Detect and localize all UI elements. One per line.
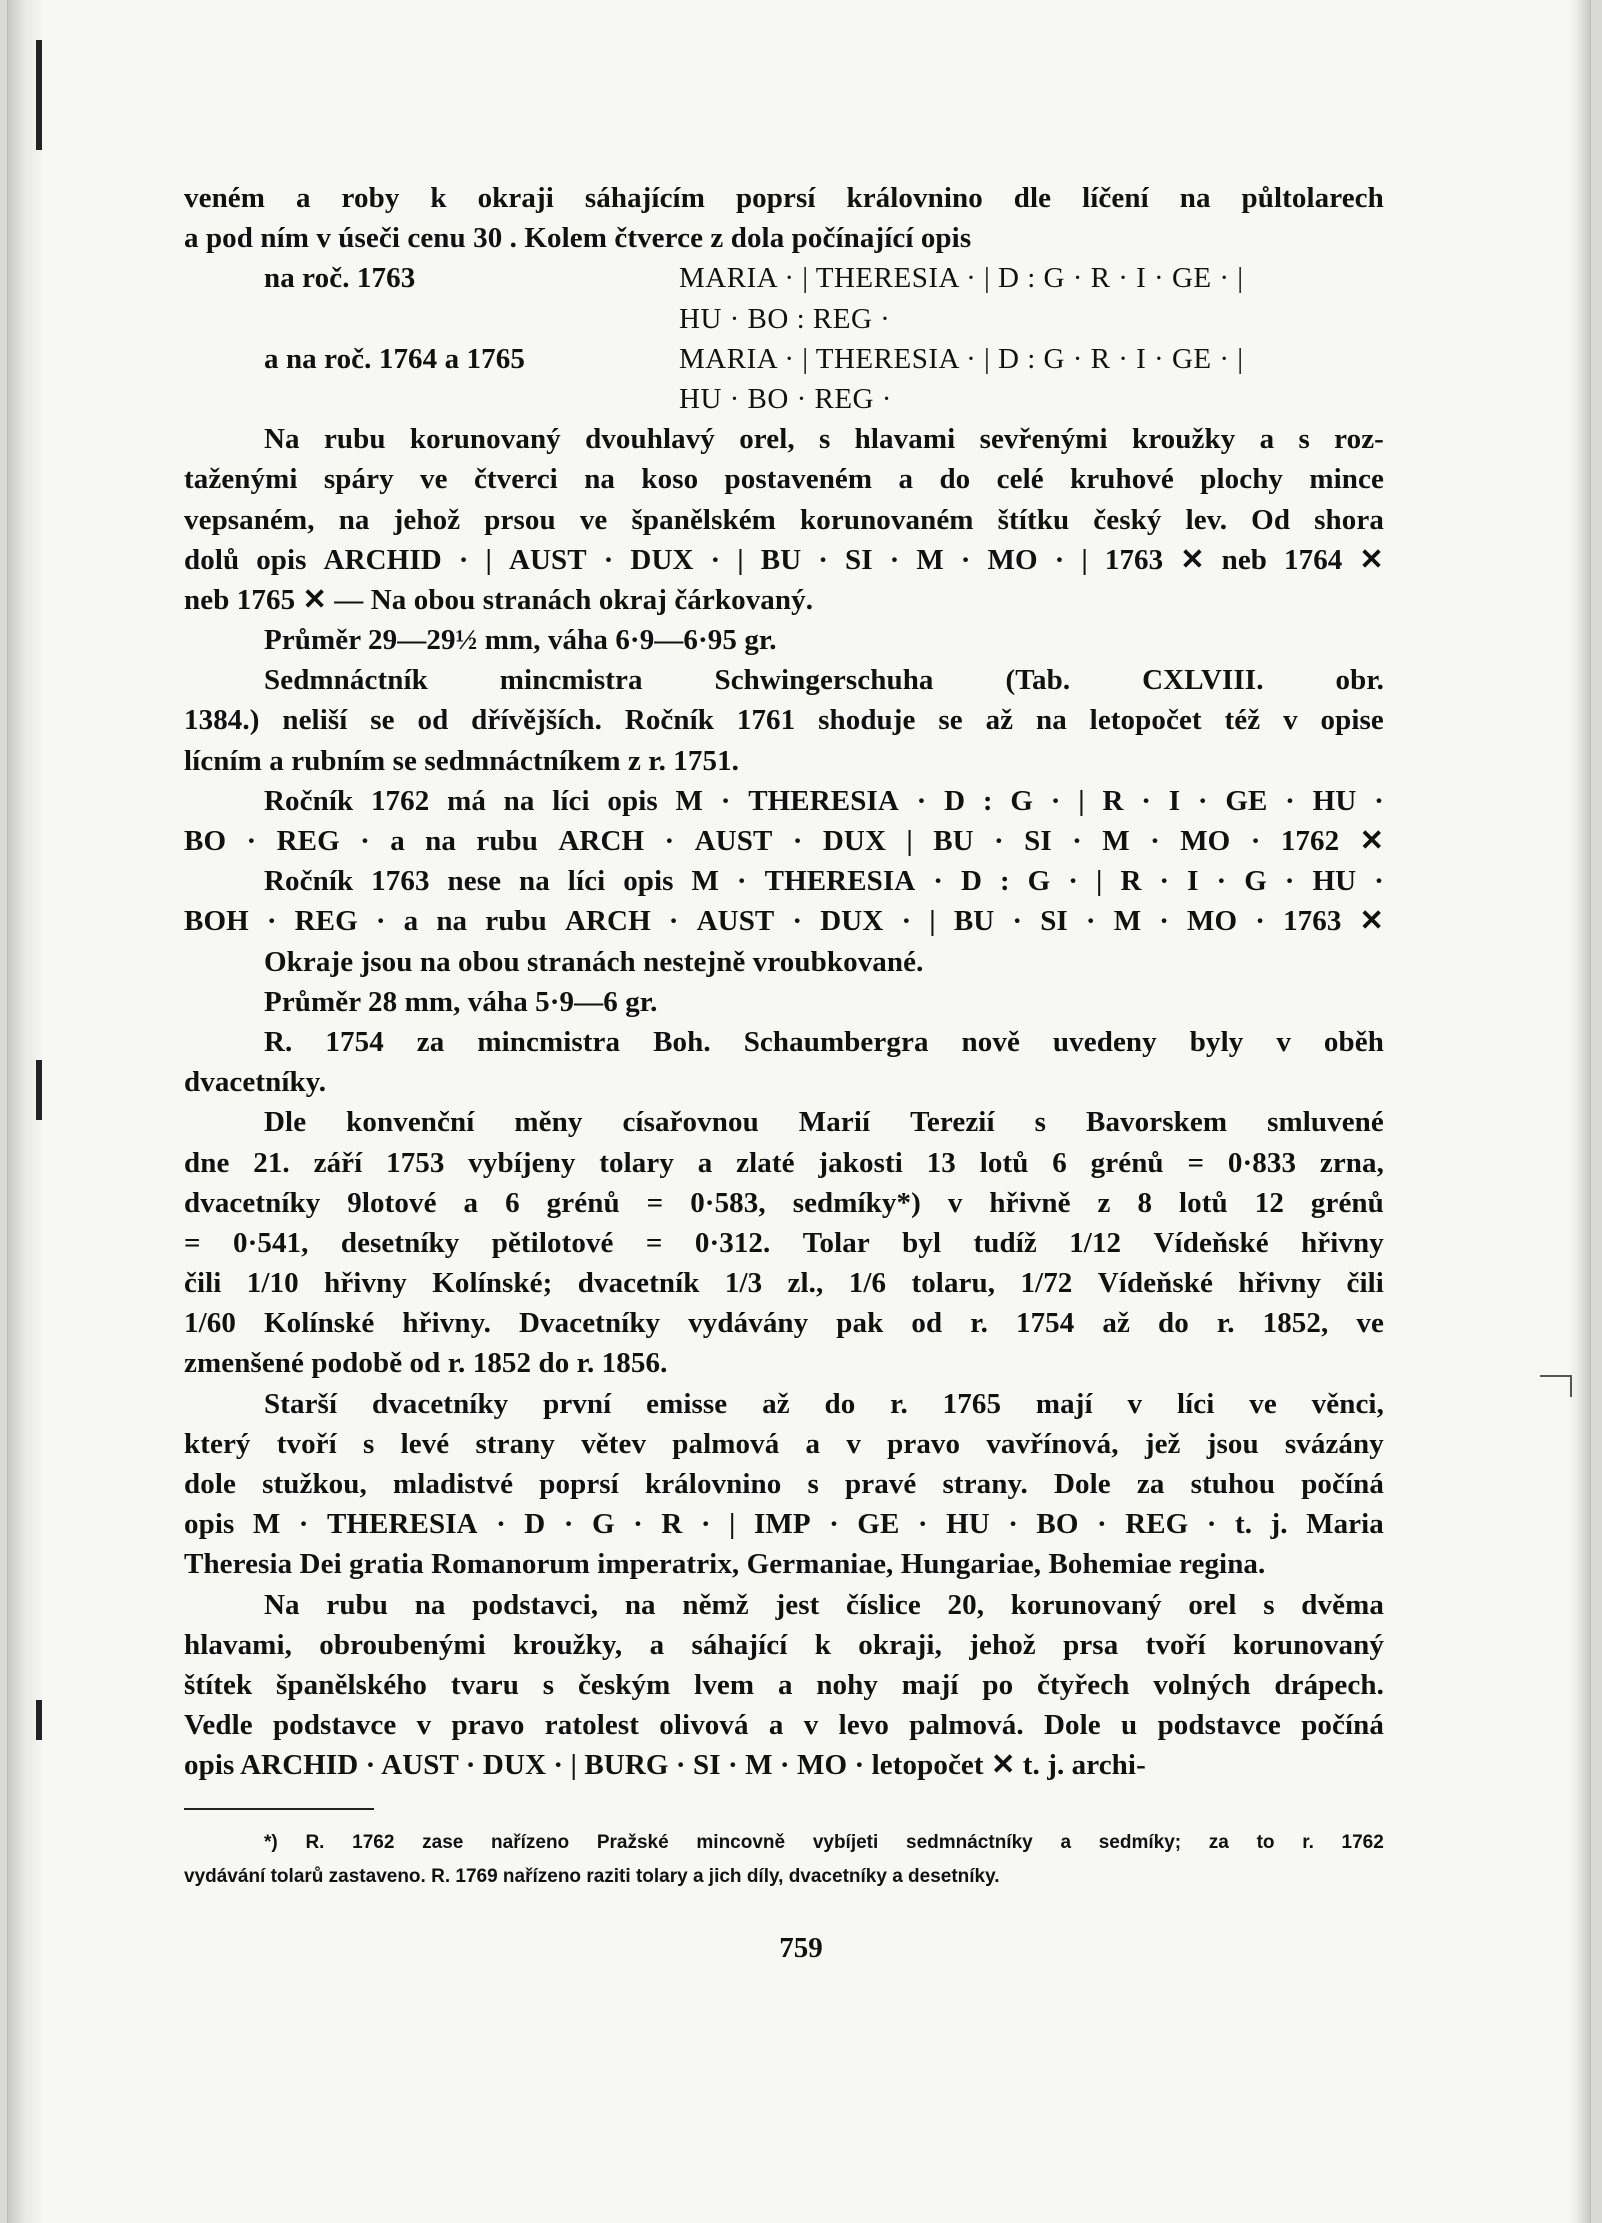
text-line: [184, 459, 1384, 499]
text-line: [184, 1585, 1384, 1625]
text-line-content: dvacetníky 9lotové a 6 grénů = 0·583, sedmíky*) v hřivně z 8 lotů 12 grénů: [184, 1186, 1384, 1219]
text-line-content: a pod ním v úseči cenu 30 . Kolem čtverce z dola počínající opis: [184, 222, 972, 255]
legend-line-1763-cont: [184, 299, 1384, 339]
legend-text: MARIA · | THERESIA · | D : G · R · I · GE · |: [679, 342, 1244, 375]
text-line: [184, 178, 1384, 218]
legend-year-label: a na roč. 1764 a 1765: [264, 342, 525, 375]
binding-mark: [36, 40, 42, 150]
text-line-content: Průměr 28 mm, váha 5·9—6 gr.: [264, 985, 658, 1018]
text-line-content: Starší dvacetníky první emisse až do r. 1765 mají v líci ve věnci,: [264, 1387, 1384, 1420]
text-line: [184, 942, 1384, 982]
text-line-content: Dle konvenční měny císařovnou Marií Terezií s Bavorskem smluvené: [264, 1106, 1384, 1139]
text-line: [184, 540, 1384, 580]
text-line-content: hlavami, obroubenými kroužky, a sáhající k okraji, jehož prsa tvoří korunovaný: [184, 1628, 1384, 1661]
text-line-content: který tvoří s levé strany větev palmová a v pravo vavřínová, jež jsou svázány: [184, 1427, 1384, 1460]
text-line: [184, 500, 1384, 540]
text-line-content: Na rubu na podstavci, na němž jest číslice 20, korunovaný orel s dvěma: [264, 1588, 1384, 1621]
legend-text: HU · BO : REG ·: [679, 302, 891, 335]
text-line-content: Ročník 1762 má na líci opis M · THERESIA · D : G · | R · I · GE · HU ·: [264, 784, 1384, 817]
legend-line-1763: [184, 258, 1384, 298]
text-line: [184, 1464, 1384, 1504]
legend-line-1764-cont: [184, 379, 1384, 419]
text-line-content: opis M · THERESIA · D · G · R · | IMP · GE · HU · BO · REG · t. j. Maria: [184, 1508, 1384, 1541]
text-line-content: čili 1/10 hřivny Kolínské; dvacetník 1/3 zl., 1/6 tolaru, 1/72 Vídeňské hřivny čili: [184, 1267, 1384, 1300]
text-line-content: Okraje jsou na obou stranách nestejně vroubkované.: [264, 945, 924, 978]
footnote-rule: [184, 1808, 374, 1810]
footnote-line: [184, 1826, 1384, 1860]
margin-mark: [1540, 1375, 1572, 1397]
binding-mark: [36, 1060, 42, 1120]
text-line-content: Na rubu korunovaný dvouhlavý orel, s hlavami sevřenými kroužky a s roz-: [264, 423, 1384, 456]
binding-edge-left: [8, 0, 42, 2223]
text-line-content: 1384.) neliší se od dřívějších. Ročník 1761 shoduje se až na letopočet též v opise: [184, 704, 1384, 737]
text-line-content: dne 21. září 1753 vybíjeny tolary a zlaté jakosti 13 lotů 6 grénů = 0·833 zrna,: [184, 1146, 1384, 1179]
text-line: [184, 700, 1384, 740]
footnote-line-content: *) R. 1762 zase nařízeno Pražské mincovně vybíjeti sedmnáctníky a sedmíky; za to r. 1762: [264, 1832, 1384, 1853]
text-line: [184, 1102, 1384, 1142]
footnote: [184, 1826, 1384, 1894]
binding-mark: [36, 1700, 42, 1740]
text-line: [184, 218, 1384, 258]
text-line: [184, 1143, 1384, 1183]
text-line-content: taženými spáry ve čtverci na koso postaveném a do celé kruhové plochy mince: [184, 463, 1384, 496]
text-line: [184, 1062, 1384, 1102]
text-line-content: Ročník 1763 nese na líci opis M · THERESIA · D : G · | R · I · G · HU ·: [264, 865, 1384, 898]
text-line-content: BO · REG · a na rubu ARCH · AUST · DUX | BU · SI · M · MO · 1762 ✕: [184, 825, 1384, 857]
text-line-content: Průměr 29—29½ mm, váha 6·9—6·95 gr.: [264, 624, 777, 657]
text-line: [184, 580, 1384, 620]
text-line-content: veném a roby k okraji sáhajícím poprsí královnino dle líčení na půltolarech: [184, 182, 1384, 214]
text-line: [184, 1343, 1384, 1383]
page-number: 759: [779, 1932, 823, 1964]
text-line: [184, 1022, 1384, 1062]
text-line-content: dvacetníky.: [184, 1066, 327, 1099]
text-line: [184, 1745, 1384, 1785]
text-line-content: = 0·541, desetníky pětilotové = 0·312. Tolar byl tudíž 1/12 Vídeňské hřivny: [184, 1226, 1384, 1259]
text-line: [184, 1183, 1384, 1223]
text-line-content: BOH · REG · a na rubu ARCH · AUST · DUX · | BU · SI · M · MO · 1763 ✕: [184, 905, 1384, 938]
main-text: [184, 178, 1384, 1786]
text-line-content: vepsaném, na jehož prsou ve španělském korunovaném štítku český lev. Od shora: [184, 503, 1384, 536]
text-line: [184, 1665, 1384, 1705]
legend-year-label: na roč. 1763: [264, 262, 416, 295]
footnote-line: [184, 1860, 1384, 1894]
text-line-content: neb 1765 ✕ — Na obou stranách okraj čárkovaný.: [184, 583, 814, 616]
text-line: [184, 1223, 1384, 1263]
text-line: [184, 419, 1384, 459]
text-line-content: Vedle podstavce v pravo ratolest olivová a v levo palmová. Dole u podstavce počíná: [184, 1709, 1384, 1742]
text-line: [184, 741, 1384, 781]
text-line: [184, 901, 1384, 941]
text-line-content: Sedmnáctník mincmistra Schwingerschuha (Tab. CXLVIII. obr.: [264, 664, 1384, 697]
text-line: [184, 660, 1384, 700]
legend-line-1764: [184, 339, 1384, 379]
body-paragraphs: [184, 419, 1384, 1785]
text-line-content: 1/60 Kolínské hřivny. Dvacetníky vydávány pak od r. 1754 až do r. 1852, ve: [184, 1307, 1384, 1340]
text-line: [184, 1384, 1384, 1424]
text-line: [184, 1544, 1384, 1584]
legend-text: HU · BO · REG ·: [679, 382, 892, 415]
text-line: [184, 1504, 1384, 1544]
text-line-content: opis ARCHID · AUST · DUX · | BURG · SI · M · MO · letopočet ✕ t. j. archi-: [184, 1749, 1146, 1782]
text-line: [184, 861, 1384, 901]
text-line-content: štítek španělského tvaru s českým lvem a nohy mají po čtyřech volných drápech.: [184, 1668, 1384, 1701]
legend-text: MARIA · | THERESIA · | D : G · R · I · GE · |: [679, 262, 1244, 295]
text-line: [184, 781, 1384, 821]
text-line-content: R. 1754 za mincmistra Boh. Schaumbergra nově uvedeny byly v oběh: [264, 1025, 1384, 1058]
binding-edge-right: [1568, 0, 1590, 2223]
text-line-content: dole stužkou, mladistvé poprsí královnino s pravé strany. Dole za stuhou počíná: [184, 1468, 1384, 1500]
text-line: [184, 1625, 1384, 1665]
text-line-content: lícním a rubním se sedmnáctníkem z r. 1751.: [184, 744, 740, 777]
footnote-line-content: vydávání tolarů zastaveno. R. 1769 nařízeno raziti tolary a jich díly, dvacetníky a desetníky.: [184, 1866, 1000, 1887]
text-line-content: zmenšené podobě od r. 1852 do r. 1856.: [184, 1347, 668, 1380]
text-line: [184, 821, 1384, 861]
text-line: [184, 1303, 1384, 1343]
text-line: [184, 982, 1384, 1022]
text-line: [184, 1263, 1384, 1303]
text-line-content: dolů opis ARCHID · | AUST · DUX · | BU · SI · M · MO · | 1763 ✕ neb 1764 ✕: [184, 543, 1384, 576]
text-line: [184, 620, 1384, 660]
text-line: [184, 1424, 1384, 1464]
text-line: [184, 1705, 1384, 1745]
text-line-content: Theresia Dei gratia Romanorum imperatrix, Germaniae, Hungariae, Bohemiae regina.: [184, 1548, 1266, 1581]
